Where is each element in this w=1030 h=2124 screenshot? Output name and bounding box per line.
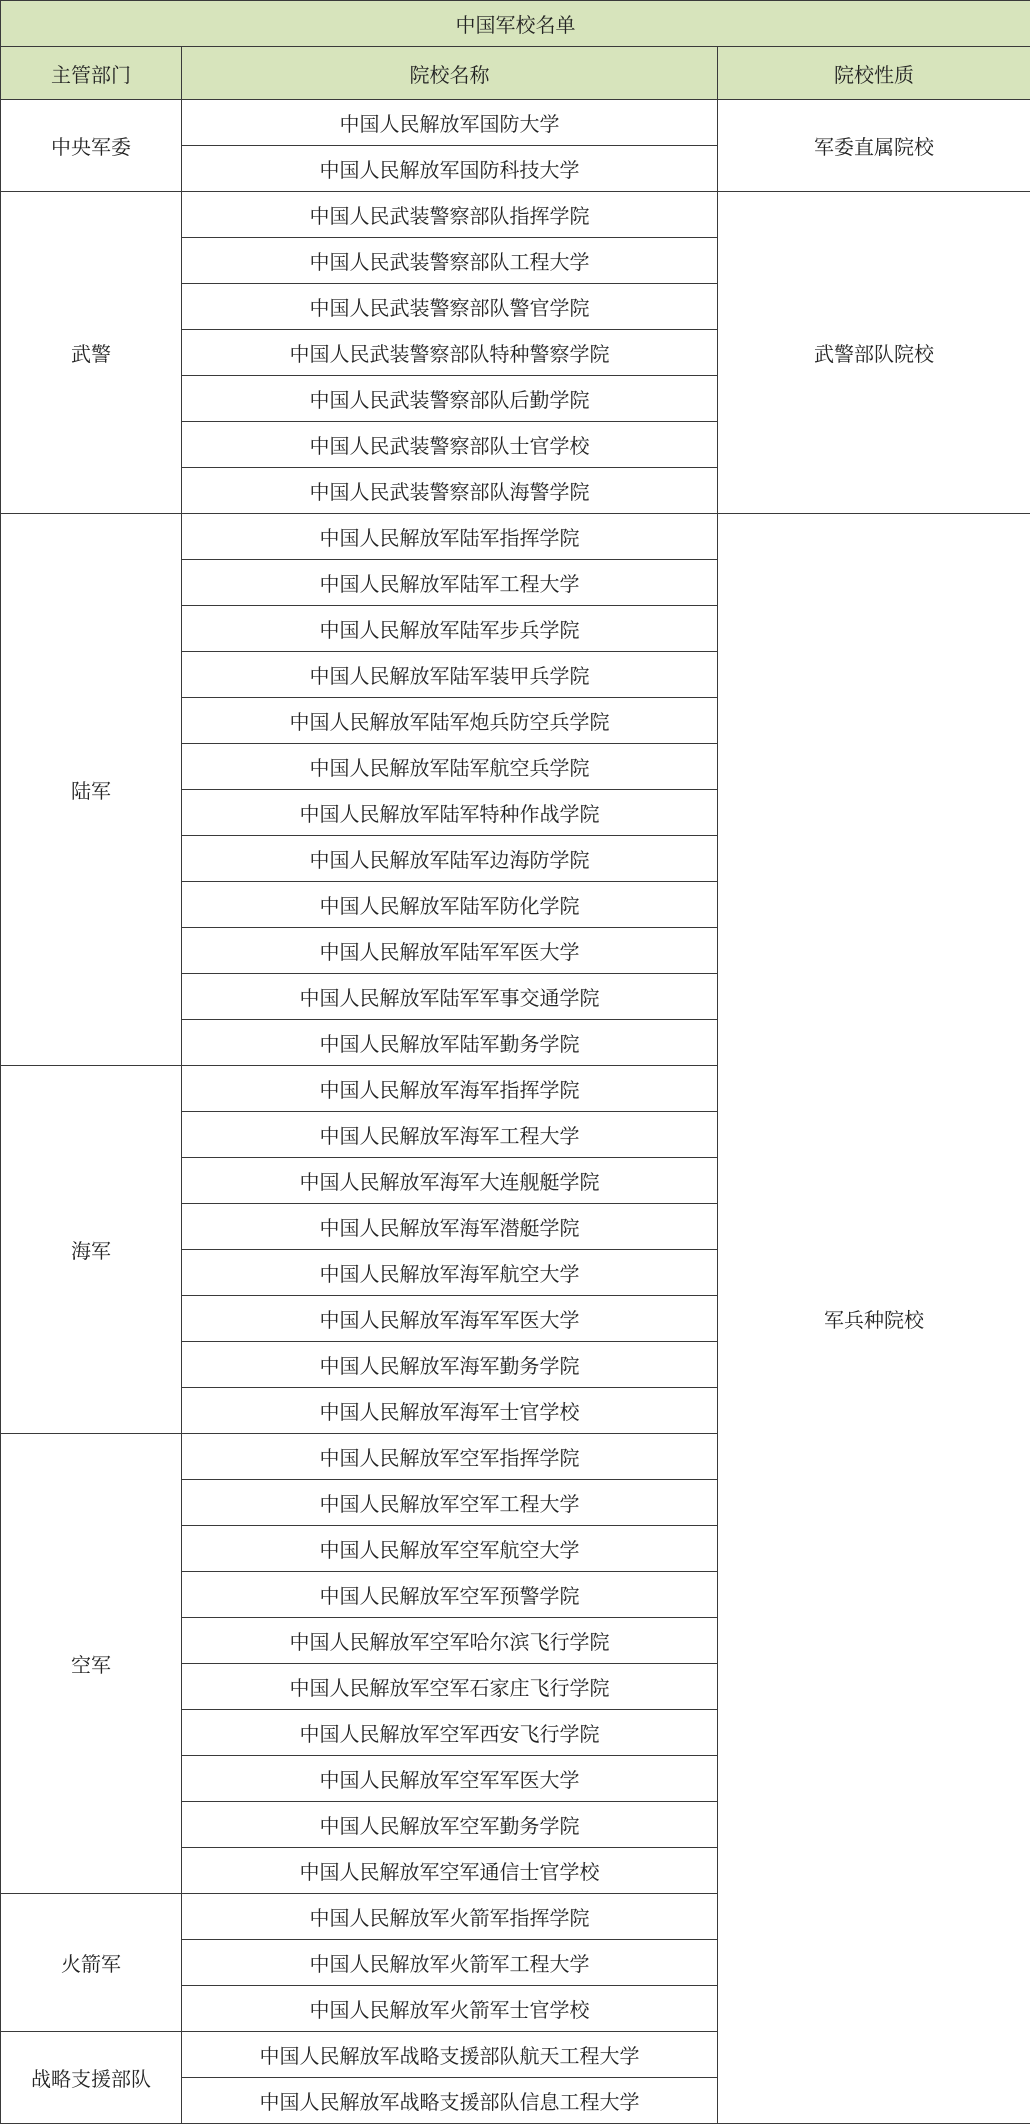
school-name-cell: 中国人民解放军海军潜艇学院 xyxy=(182,1204,718,1250)
school-name-cell: 中国人民解放军火箭军士官学校 xyxy=(182,1986,718,2032)
school-name-cell: 中国人民武装警察部队特种警察学院 xyxy=(182,330,718,376)
school-name-cell: 中国人民解放军战略支援部队航天工程大学 xyxy=(182,2032,718,2078)
table-row xyxy=(1,192,1030,238)
school-name-cell: 中国人民解放军空军西安飞行学院 xyxy=(182,1710,718,1756)
school-name-cell: 中国人民解放军陆军勤务学院 xyxy=(182,1020,718,1066)
department-cell: 海军 xyxy=(1,1066,182,1434)
school-name-cell: 中国人民解放军国防科技大学 xyxy=(182,146,718,192)
school-nature-cell: 军委直属院校 xyxy=(718,100,1030,192)
school-nature-cell: 军兵种院校 xyxy=(718,514,1030,2124)
school-name-cell: 中国人民解放军海军航空大学 xyxy=(182,1250,718,1296)
school-name-cell: 中国人民解放军空军预警学院 xyxy=(182,1572,718,1618)
school-name-cell: 中国人民解放军陆军步兵学院 xyxy=(182,606,718,652)
school-name-cell: 中国人民解放军海军勤务学院 xyxy=(182,1342,718,1388)
table-title: 中国军校名单 xyxy=(1,1,1030,47)
school-name-cell: 中国人民解放军陆军特种作战学院 xyxy=(182,790,718,836)
school-name-cell: 中国人民武装警察部队后勤学院 xyxy=(182,376,718,422)
school-name-cell: 中国人民解放军火箭军工程大学 xyxy=(182,1940,718,1986)
school-name-cell: 中国人民解放军陆军航空兵学院 xyxy=(182,744,718,790)
school-name-cell: 中国人民解放军国防大学 xyxy=(182,100,718,146)
school-name-cell: 中国人民解放军空军军医大学 xyxy=(182,1756,718,1802)
school-name-cell: 中国人民解放军陆军军事交通学院 xyxy=(182,974,718,1020)
department-cell: 火箭军 xyxy=(1,1894,182,2032)
header-row xyxy=(1,47,1030,100)
department-cell: 武警 xyxy=(1,192,182,514)
school-name-cell: 中国人民解放军空军工程大学 xyxy=(182,1480,718,1526)
header-school-name: 院校名称 xyxy=(182,47,718,100)
department-cell: 空军 xyxy=(1,1434,182,1894)
school-name-cell: 中国人民解放军战略支援部队信息工程大学 xyxy=(182,2078,718,2124)
school-name-cell: 中国人民解放军空军航空大学 xyxy=(182,1526,718,1572)
school-name-cell: 中国人民解放军海军指挥学院 xyxy=(182,1066,718,1112)
header-department: 主管部门 xyxy=(1,47,182,100)
school-name-cell: 中国人民解放军陆军军医大学 xyxy=(182,928,718,974)
school-name-cell: 中国人民武装警察部队海警学院 xyxy=(182,468,718,514)
school-name-cell: 中国人民解放军海军大连舰艇学院 xyxy=(182,1158,718,1204)
school-name-cell: 中国人民解放军空军哈尔滨飞行学院 xyxy=(182,1618,718,1664)
table-body xyxy=(1,1,1030,2124)
school-name-cell: 中国人民解放军陆军指挥学院 xyxy=(182,514,718,560)
department-cell: 中央军委 xyxy=(1,100,182,192)
school-name-cell: 中国人民武装警察部队士官学校 xyxy=(182,422,718,468)
school-name-cell: 中国人民解放军空军通信士官学校 xyxy=(182,1848,718,1894)
school-name-cell: 中国人民武装警察部队工程大学 xyxy=(182,238,718,284)
school-name-cell: 中国人民解放军陆军边海防学院 xyxy=(182,836,718,882)
school-name-cell: 中国人民解放军空军石家庄飞行学院 xyxy=(182,1664,718,1710)
school-name-cell: 中国人民解放军海军工程大学 xyxy=(182,1112,718,1158)
header-school-nature: 院校性质 xyxy=(718,47,1030,100)
school-name-cell: 中国人民解放军空军勤务学院 xyxy=(182,1802,718,1848)
school-name-cell: 中国人民解放军火箭军指挥学院 xyxy=(182,1894,718,1940)
department-cell: 陆军 xyxy=(1,514,182,1066)
department-cell: 战略支援部队 xyxy=(1,2032,182,2124)
school-name-cell: 中国人民解放军海军军医大学 xyxy=(182,1296,718,1342)
table-row xyxy=(1,514,1030,560)
table-row xyxy=(1,100,1030,146)
school-name-cell: 中国人民解放军陆军装甲兵学院 xyxy=(182,652,718,698)
school-name-cell: 中国人民武装警察部队警官学院 xyxy=(182,284,718,330)
title-row xyxy=(1,1,1030,47)
school-name-cell: 中国人民武装警察部队指挥学院 xyxy=(182,192,718,238)
school-name-cell: 中国人民解放军空军指挥学院 xyxy=(182,1434,718,1480)
school-name-cell: 中国人民解放军陆军防化学院 xyxy=(182,882,718,928)
school-nature-cell: 武警部队院校 xyxy=(718,192,1030,514)
school-name-cell: 中国人民解放军陆军炮兵防空兵学院 xyxy=(182,698,718,744)
school-name-cell: 中国人民解放军陆军工程大学 xyxy=(182,560,718,606)
school-name-cell: 中国人民解放军海军士官学校 xyxy=(182,1388,718,1434)
